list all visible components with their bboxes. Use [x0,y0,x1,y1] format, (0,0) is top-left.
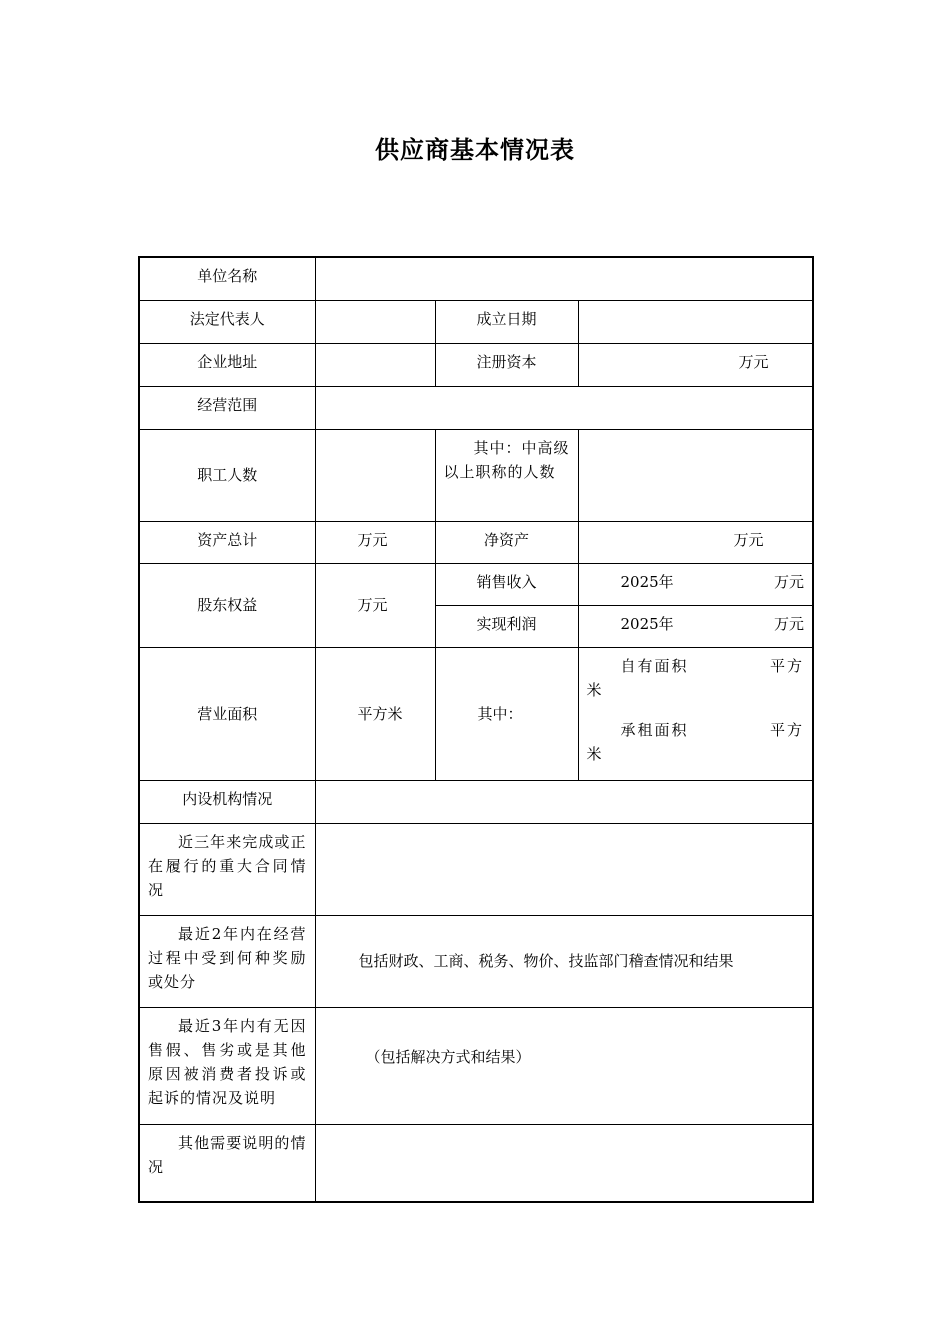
row-address [139,343,813,386]
row-complaints [139,1007,813,1124]
field-equity[interactable] [315,563,435,647]
field-address[interactable] [315,343,435,386]
equity-unit: 万元 [357,596,388,614]
label-area: 营业面积 [139,647,315,780]
supplier-info-table [138,256,814,1203]
field-complaints[interactable] [315,1007,813,1124]
label-legal-rep: 法定代表人 [139,300,315,343]
field-rewards[interactable] [315,915,813,1007]
field-senior-staff[interactable] [578,429,813,521]
label-other: 其他需要说明的情况 [139,1124,315,1202]
label-staff: 职工人数 [139,429,315,521]
label-equity: 股东权益 [139,563,315,647]
label-unit-name: 单位名称 [139,257,315,300]
own-area-unit-2: 米 [586,680,602,699]
row-internal-org [139,780,813,823]
field-contracts[interactable] [315,823,813,915]
row-area [139,647,813,780]
field-net-assets[interactable] [578,521,813,563]
label-area-of-which: 其中： [435,647,578,780]
label-reg-capital: 注册资本 [435,343,578,386]
label-scope: 经营范围 [139,386,315,429]
row-contracts [139,823,813,915]
label-address: 企业地址 [139,343,315,386]
field-profit[interactable] [578,605,813,647]
row-scope [139,386,813,429]
label-total-assets: 资产总计 [139,521,315,563]
label-complaints: 最近3年内有无因售假、售劣或是其他原因被消费者投诉或起诉的情况及说明 [139,1007,315,1124]
row-equity-sales [139,563,813,605]
row-staff [139,429,813,521]
label-rewards: 最近2年内在经营过程中受到何种奖励或处分 [139,915,315,1007]
row-unit-name [139,257,813,300]
page-title: 供应商基本情况表 [375,136,575,164]
field-area[interactable] [315,647,435,780]
label-senior-staff: 其中：中高级以上职称的人数 [435,429,578,521]
field-unit-name[interactable] [315,257,813,300]
own-area-unit-1: 平方 [770,656,805,675]
field-reg-capital[interactable] [578,343,813,386]
label-sales: 销售收入 [435,563,578,605]
row-assets [139,521,813,563]
profit-unit: 万元 [774,614,805,633]
label-profit: 实现利润 [435,605,578,647]
label-rent-area: 承租面积 [620,720,689,739]
area-unit: 平方米 [357,704,403,723]
complaints-note: （包括解决方式和结果） [365,1047,531,1066]
field-established[interactable] [578,300,813,343]
field-area-breakdown[interactable] [578,647,813,780]
sales-year: 2025年 [620,572,674,591]
field-total-assets[interactable] [315,521,435,563]
row-rewards [139,915,813,1007]
sales-unit: 万元 [774,572,805,591]
net-assets-unit: 万元 [733,530,764,549]
field-other[interactable] [315,1124,813,1202]
field-scope[interactable] [315,386,813,429]
label-own-area: 自有面积 [620,656,689,675]
label-established: 成立日期 [435,300,578,343]
reg-capital-unit: 万元 [738,352,769,371]
label-net-assets: 净资产 [435,521,578,563]
row-other [139,1124,813,1202]
field-internal-org[interactable] [315,780,813,823]
label-internal-org: 内设机构情况 [139,780,315,823]
rent-area-unit-1: 平方 [770,720,805,739]
rewards-note: 包括财政、工商、税务、物价、技监部门稽查情况和结果 [358,952,734,970]
field-staff[interactable] [315,429,435,521]
row-legal-rep [139,300,813,343]
profit-year: 2025年 [620,614,674,633]
rent-area-unit-2: 米 [586,744,602,763]
field-sales[interactable] [578,563,813,605]
field-legal-rep[interactable] [315,300,435,343]
label-contracts: 近三年来完成或正在履行的重大合同情况 [139,823,315,915]
total-assets-unit: 万元 [357,530,388,549]
